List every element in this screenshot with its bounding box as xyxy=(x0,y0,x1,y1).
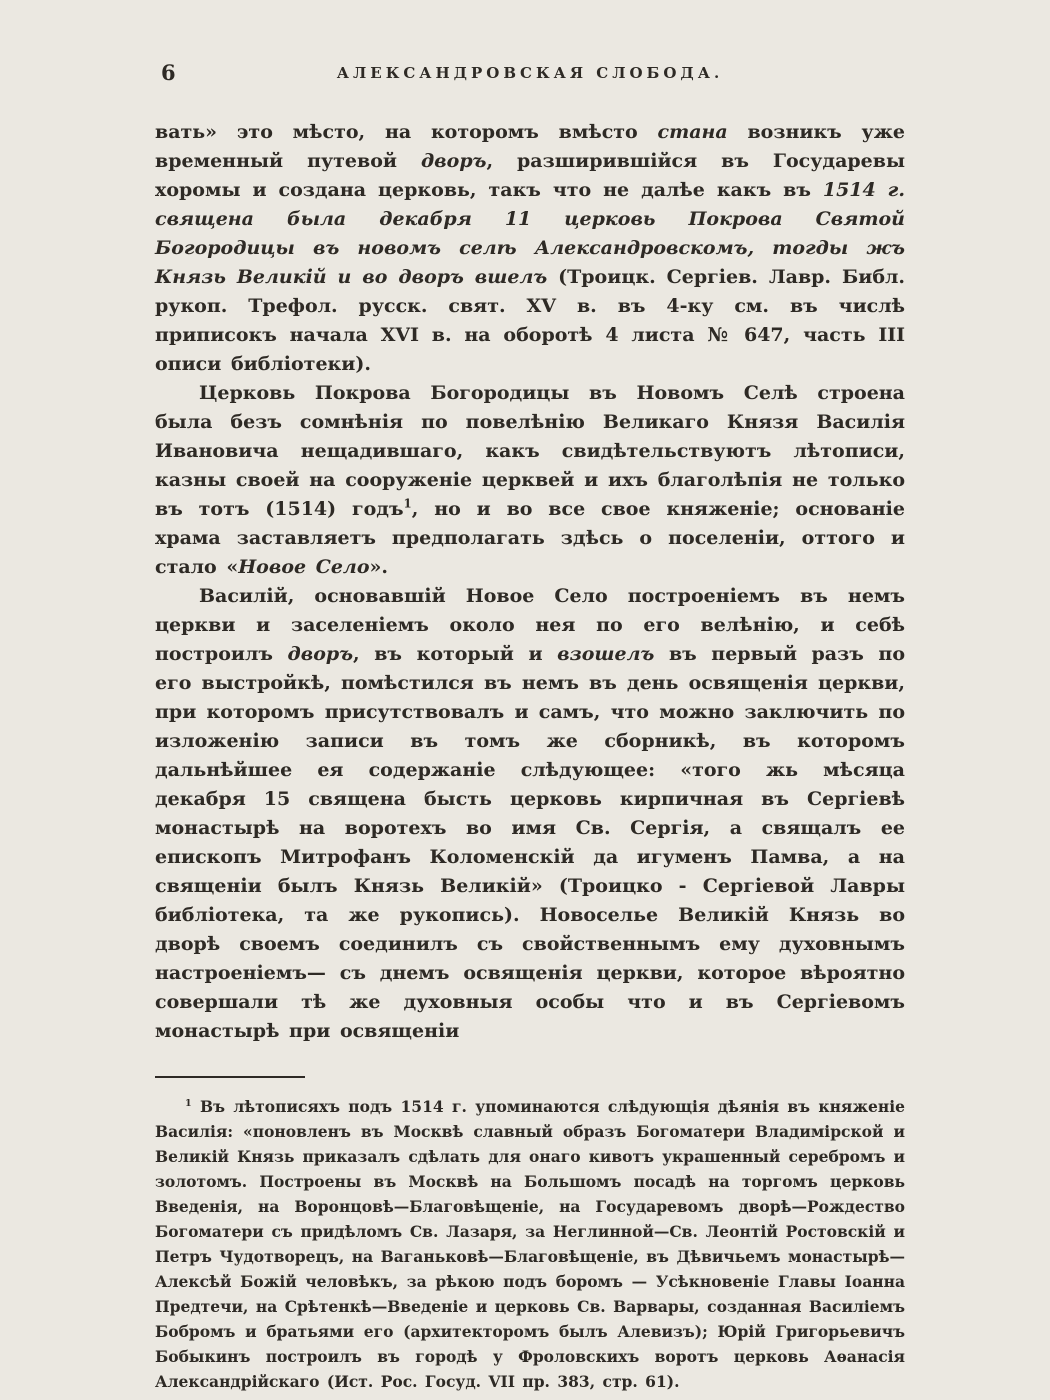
text-run: въ первый разъ по его выстройкѣ, помѣстился въ немъ въ день освященія церкви, при которомъ присутствовалъ и самъ, что можно заключить по изложенію записи въ томъ же сборникѣ, въ которомъ дальнѣйшее ея содержаніе слѣдующее: «того жь мѣсяца декабря 15 священа бысть церковь кирпичная въ Сергіевѣ монастырѣ на воротехъ во имя Св. Сергія, а свящалъ ее епископъ Митрофанъ Коломенскій да игуменъ Памва, а на священіи былъ Князь Великій» (Троицко - Сергіевой Лавры библіотека, та же рукопись). Новоселье Великій Князь во дворѣ своемъ соединилъ съ свойственнымъ ему духовнымъ настроеніемъ— съ днемъ освященія церкви, которое вѣроятно совершали тѣ же духовныя особы что и въ Сергіевомъ монастырѣ при освященіи xyxy=(155,643,905,1042)
paragraph xyxy=(155,1094,905,1394)
italic-text: 1514 г. священа была декабря 11 церковь Покрова Святой Богородицы въ новомъ селѣ Александровскомъ, тогды жъ Князь Великій и во дворъ вшелъ xyxy=(155,179,905,288)
running-header: АЛЕКСАНДРОВСКАЯ СЛОБОДА. xyxy=(336,64,724,82)
text-run: Въ лѣтописяхъ подъ 1514 г. упоминаются слѣдующія дѣянія въ княженіе Василія: «поновленъ въ Москвѣ славный образъ Богоматери Владимірской и Великій Князь приказалъ сдѣлать для онаго кивотъ украшенный серебромъ и золотомъ. Построены въ Москвѣ на Большомъ посадѣ на торгомъ церковь Введенія, на Воронцовѣ—Благовѣщеніе, на Государевомъ дворѣ—Рождество Богоматери съ придѣломъ Св. Лазаря, за Неглинной—Св. Леонтій Ростовскій и Петръ Чудотворецъ, на Ваганьковѣ—Благовѣщеніе, въ Дѣвичьемъ монастырѣ— Алексѣй Божій человѣкъ, за рѣкою подъ боромъ — Усѣкновеніе Главы Іоанна Предтечи, на Срѣтенкѣ—Введеніе и церковь Св. Варвары, созданная Василіемъ Бобромъ и братьями его (архитекторомъ былъ Алевизъ); Юрій Григорьевичъ Бобыкинъ построилъ въ городѣ у Фроловскихъ воротъ церковь Аѳанасія Александрійскаго (Ист. Рос. Госуд. VII пр. 383, стр. 61). xyxy=(155,1097,905,1391)
footnote-reference: 1 xyxy=(403,496,412,511)
text-run: Василій, основавшій Новое Село построеніемъ въ немъ церкви и заселеніемъ около нея по его велѣнію, и себѣ построилъ xyxy=(155,585,905,665)
paragraph xyxy=(155,582,905,1046)
italic-text: дворъ xyxy=(287,643,354,665)
text-run: Церковь Покрова Богородицы въ Новомъ Селѣ строена была безъ сомнѣнія по повелѣнію Великаго Князя Василія Ивановича нещадившаго, какъ свидѣтельствуютъ лѣтописи, казны своей на сооруженіе церквей и ихъ благолѣпія не только въ тотъ (1514) годъ xyxy=(155,382,905,520)
page-header xyxy=(155,58,905,92)
italic-text: стана xyxy=(657,121,728,143)
italic-text: взошелъ xyxy=(557,643,655,665)
text-run: , разширившійся въ Государевы хоромы и создана церковь, такъ что не далѣе какъ въ xyxy=(155,150,905,201)
italic-text: дворъ xyxy=(420,150,487,172)
footnote-separator xyxy=(155,1076,305,1078)
footnote xyxy=(155,1094,905,1394)
text-run: , въ который и xyxy=(353,643,558,665)
page-number: 6 xyxy=(161,60,176,85)
footnote-marker: 1 xyxy=(185,1097,192,1109)
paragraph xyxy=(155,379,905,582)
italic-text: Новое Село xyxy=(238,556,370,578)
body-text xyxy=(155,118,905,1046)
text-run: ». xyxy=(369,556,388,578)
paragraph xyxy=(155,118,905,379)
text-run: возникъ уже временный путевой xyxy=(155,121,905,172)
text-run: (Троицк. Сергіев. Лавр. Библ. рукоп. Трефол. русск. свят. XV в. въ 4-ку см. въ числѣ приписокъ начала XVI в. на оборотѣ 4 листа № 647, часть III описи библіотеки). xyxy=(155,266,905,375)
text-run: вать» это мѣсто, на которомъ вмѣсто xyxy=(155,121,658,143)
text-run: , но и во все свое княженіе; основаніе храма заставляетъ предполагать здѣсь о поселеніи, оттого и стало « xyxy=(155,498,905,578)
